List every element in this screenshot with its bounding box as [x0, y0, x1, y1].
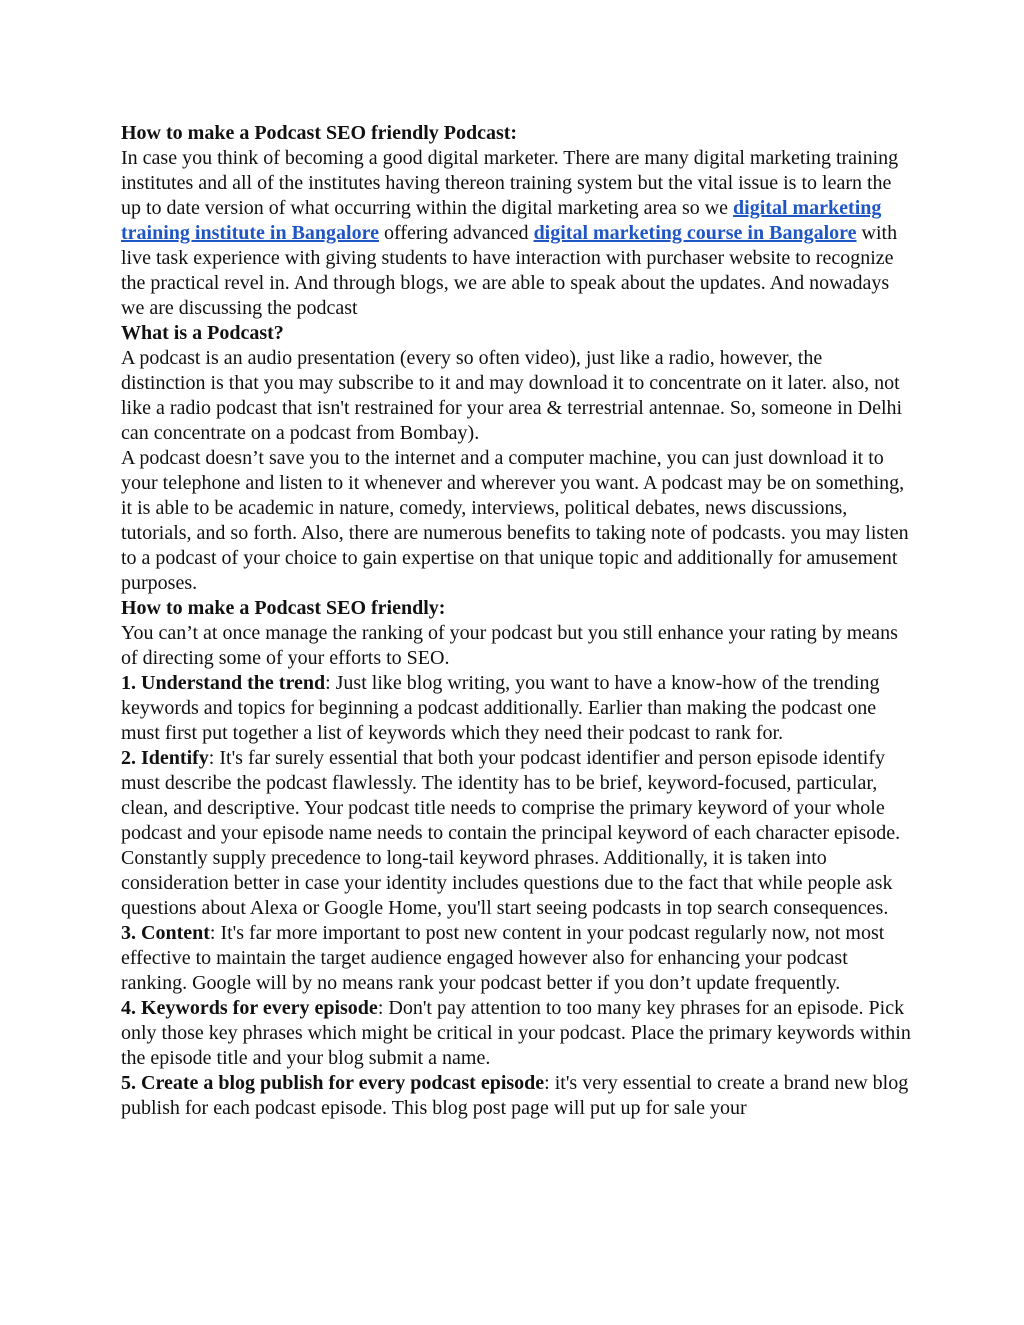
point-content — [121, 921, 911, 996]
point-keywords — [121, 996, 911, 1071]
how-to-heading: How to make a Podcast SEO friendly: — [121, 597, 446, 619]
document-page — [121, 121, 911, 1121]
intro-paragraph — [121, 146, 911, 321]
point-text: : Just like blog writing, you want to have a know-how of the trending keywords and topics for beginning a podcast additionally. Earlier than making the podcast one must first put together a list of keywords which they need their podcast to rank for. — [121, 672, 880, 744]
what-paragraph-2: A podcast doesn’t save you to the internet and a computer machine, you can just download it to your telephone and listen to it whenever and wherever you want. A podcast may be on something, it is able to be academic in nature, comedy, interviews, political debates, news discussions, tutorials, and so forth. Also, there are numerous benefits to taking note of podcasts. you may listen to a podcast of your choice to gain expertise on that unique topic and additionally for amusement purposes. — [121, 447, 909, 594]
point-identify — [121, 746, 911, 921]
point-label: 2. Identify — [121, 747, 209, 769]
intro-text-end: with live task experience with giving students to have interaction with purchaser website to recognize the practical revel in. And through blogs, we are able to speak about the updates. And nowadays we are discussing the podcast — [121, 222, 898, 319]
point-label: 5. Create a blog publish for every podcast episode — [121, 1072, 545, 1094]
point-text: : it's very essential to create a brand new blog publish for each podcast episode. This blog post page will put up for sale your — [121, 1072, 909, 1119]
point-label: 4. Keywords for every episode — [121, 997, 378, 1019]
point-label: 1. Understand the trend — [121, 672, 326, 694]
intro-text-middle: offering advanced — [379, 222, 534, 244]
point-understand-trend — [121, 671, 911, 746]
intro-text-start: In case you think of becoming a good digital marketer. There are many digital marketing training institutes and all of the institutes having thereon training system but the vital issue is to learn the up to date version of what occurring within the digital marketing area so we — [121, 147, 899, 219]
marketing-course-link[interactable]: digital marketing course in Bangalore — [533, 222, 857, 244]
how-to-intro: You can’t at once manage the ranking of your podcast but you still enhance your rating by means of directing some of your efforts to SEO. — [121, 622, 898, 669]
point-label: 3. Content — [121, 922, 210, 944]
point-text: : It's far more important to post new content in your podcast regularly now, not most effective to maintain the target audience engaged however also for enhancing your podcast ranking. Google will by no means rank your podcast better if you don’t update frequently. — [121, 922, 885, 994]
what-paragraph-1: A podcast is an audio presentation (every so often video), just like a radio, however, the distinction is that you may subscribe to it and may download it to concentrate on it later. also, not like a radio podcast that isn't restrained for your area & terrestrial antennae. So, someone in Delhi can concentrate on a podcast from Bombay). — [121, 347, 903, 444]
point-text: : It's far surely essential that both your podcast identifier and person episode identify must describe the podcast flawlessly. The identity has to be brief, keyword-focused, particular, clean, and descriptive. Your podcast title needs to comprise the primary keyword of your whole podcast and your episode name needs to contain the principal keyword of each character episode. Constantly supply precedence to long-tail keyword phrases. Additionally, it is taken into consideration better in case your identity includes questions due to the fact that while people ask questions about Alexa or Google Home, you'll start seeing podcasts in top search consequences. — [121, 747, 901, 919]
point-blog-post — [121, 1071, 911, 1121]
training-institute-link[interactable]: digital marketing training institute in Bangalore — [121, 197, 882, 244]
point-text: : Don't pay attention to too many key phrases for an episode. Pick only those key phrases which might be critical in your podcast. Place the primary keywords within the episode title and your blog submit a name. — [121, 997, 911, 1069]
what-is-podcast-heading: What is a Podcast? — [121, 322, 284, 344]
article-title: How to make a Podcast SEO friendly Podcast: — [121, 122, 518, 144]
